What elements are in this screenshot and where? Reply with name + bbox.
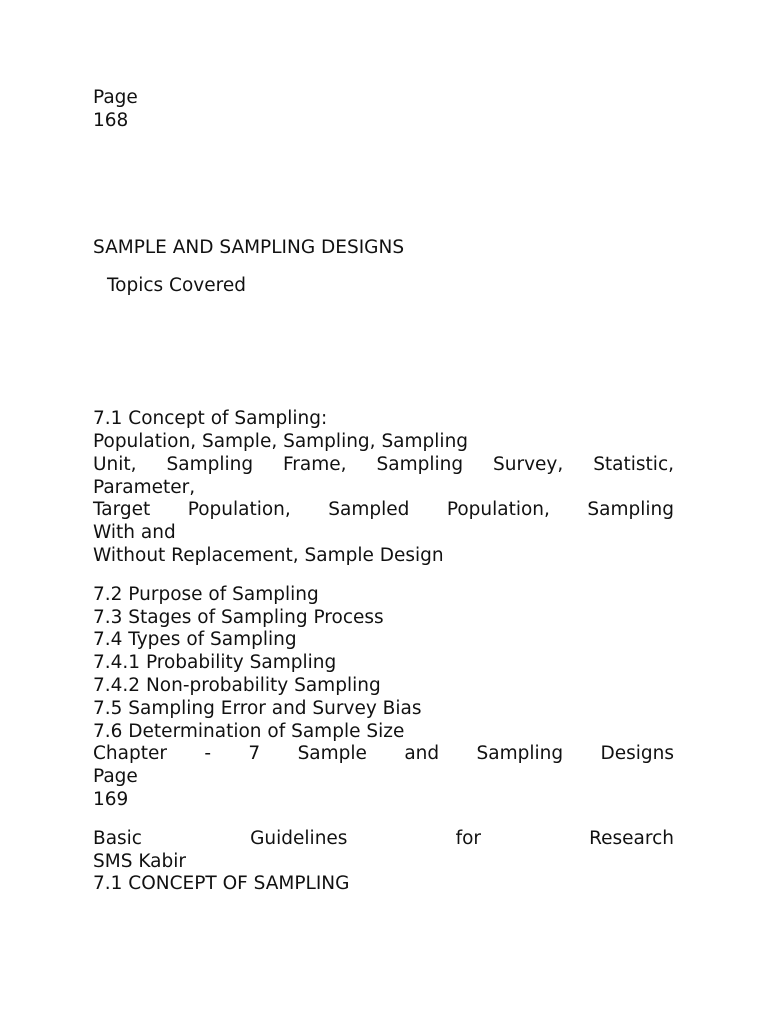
author-name: SMS Kabir	[93, 850, 186, 872]
topic-item: 7.4 Types of Sampling	[93, 629, 297, 651]
concept-line-1: Population, Sample, Sampling, Sampling	[93, 430, 469, 452]
page-label-bottom: Page	[93, 766, 138, 788]
word: Guidelines	[250, 827, 348, 849]
concept-line-3: Parameter,	[93, 476, 196, 498]
topic-item: 7.3 Stages of Sampling Process	[93, 606, 384, 628]
concept-line-2	[93, 454, 674, 477]
word: Frame,	[283, 453, 347, 475]
concept-line-5: With and	[93, 522, 176, 544]
word: Sampling	[376, 453, 464, 475]
topic-item: 7.4.1 Probability Sampling	[93, 652, 337, 674]
concept-line-6: Without Replacement, Sample Design	[93, 544, 444, 566]
word: Target	[93, 499, 151, 521]
word: Sampling	[587, 499, 674, 521]
word: Sampling	[476, 743, 564, 765]
word: for	[455, 827, 481, 849]
word: Unit,	[93, 453, 137, 475]
section-heading: 7.1 CONCEPT OF SAMPLING	[93, 873, 350, 895]
topic-item: 7.2 Purpose of Sampling	[93, 583, 319, 605]
word: Sample	[297, 743, 367, 765]
word: and	[404, 743, 440, 765]
word: Designs	[600, 743, 674, 765]
concept-heading: 7.1 Concept of Sampling:	[93, 408, 328, 430]
chapter-title: SAMPLE AND SAMPLING DESIGNS	[93, 236, 405, 258]
word: 7	[248, 743, 261, 765]
topic-item: 7.5 Sampling Error and Survey Bias	[93, 697, 422, 719]
word: Research	[589, 827, 674, 849]
topic-item: 7.6 Determination of Sample Size	[93, 720, 405, 742]
word: Sampled	[328, 499, 410, 521]
topics-list	[93, 584, 674, 744]
page-number-top: 168	[93, 109, 129, 131]
word: Population,	[187, 499, 291, 521]
topic-item: 7.4.2 Non-probability Sampling	[93, 674, 381, 696]
word: Statistic,	[593, 453, 674, 475]
word: Basic	[93, 827, 142, 849]
word: Survey,	[493, 453, 564, 475]
running-header	[93, 743, 674, 766]
page-label-top: Page	[93, 87, 138, 108]
page-number-bottom: 169	[93, 788, 129, 810]
guidelines-header	[93, 828, 674, 851]
word: Population,	[446, 499, 550, 521]
concept-line-4	[93, 499, 674, 522]
word: Sampling	[166, 453, 254, 475]
word: Chapter	[93, 743, 167, 765]
document-page	[93, 87, 674, 896]
word: -	[204, 743, 212, 765]
topics-covered-label: Topics Covered	[107, 275, 246, 297]
